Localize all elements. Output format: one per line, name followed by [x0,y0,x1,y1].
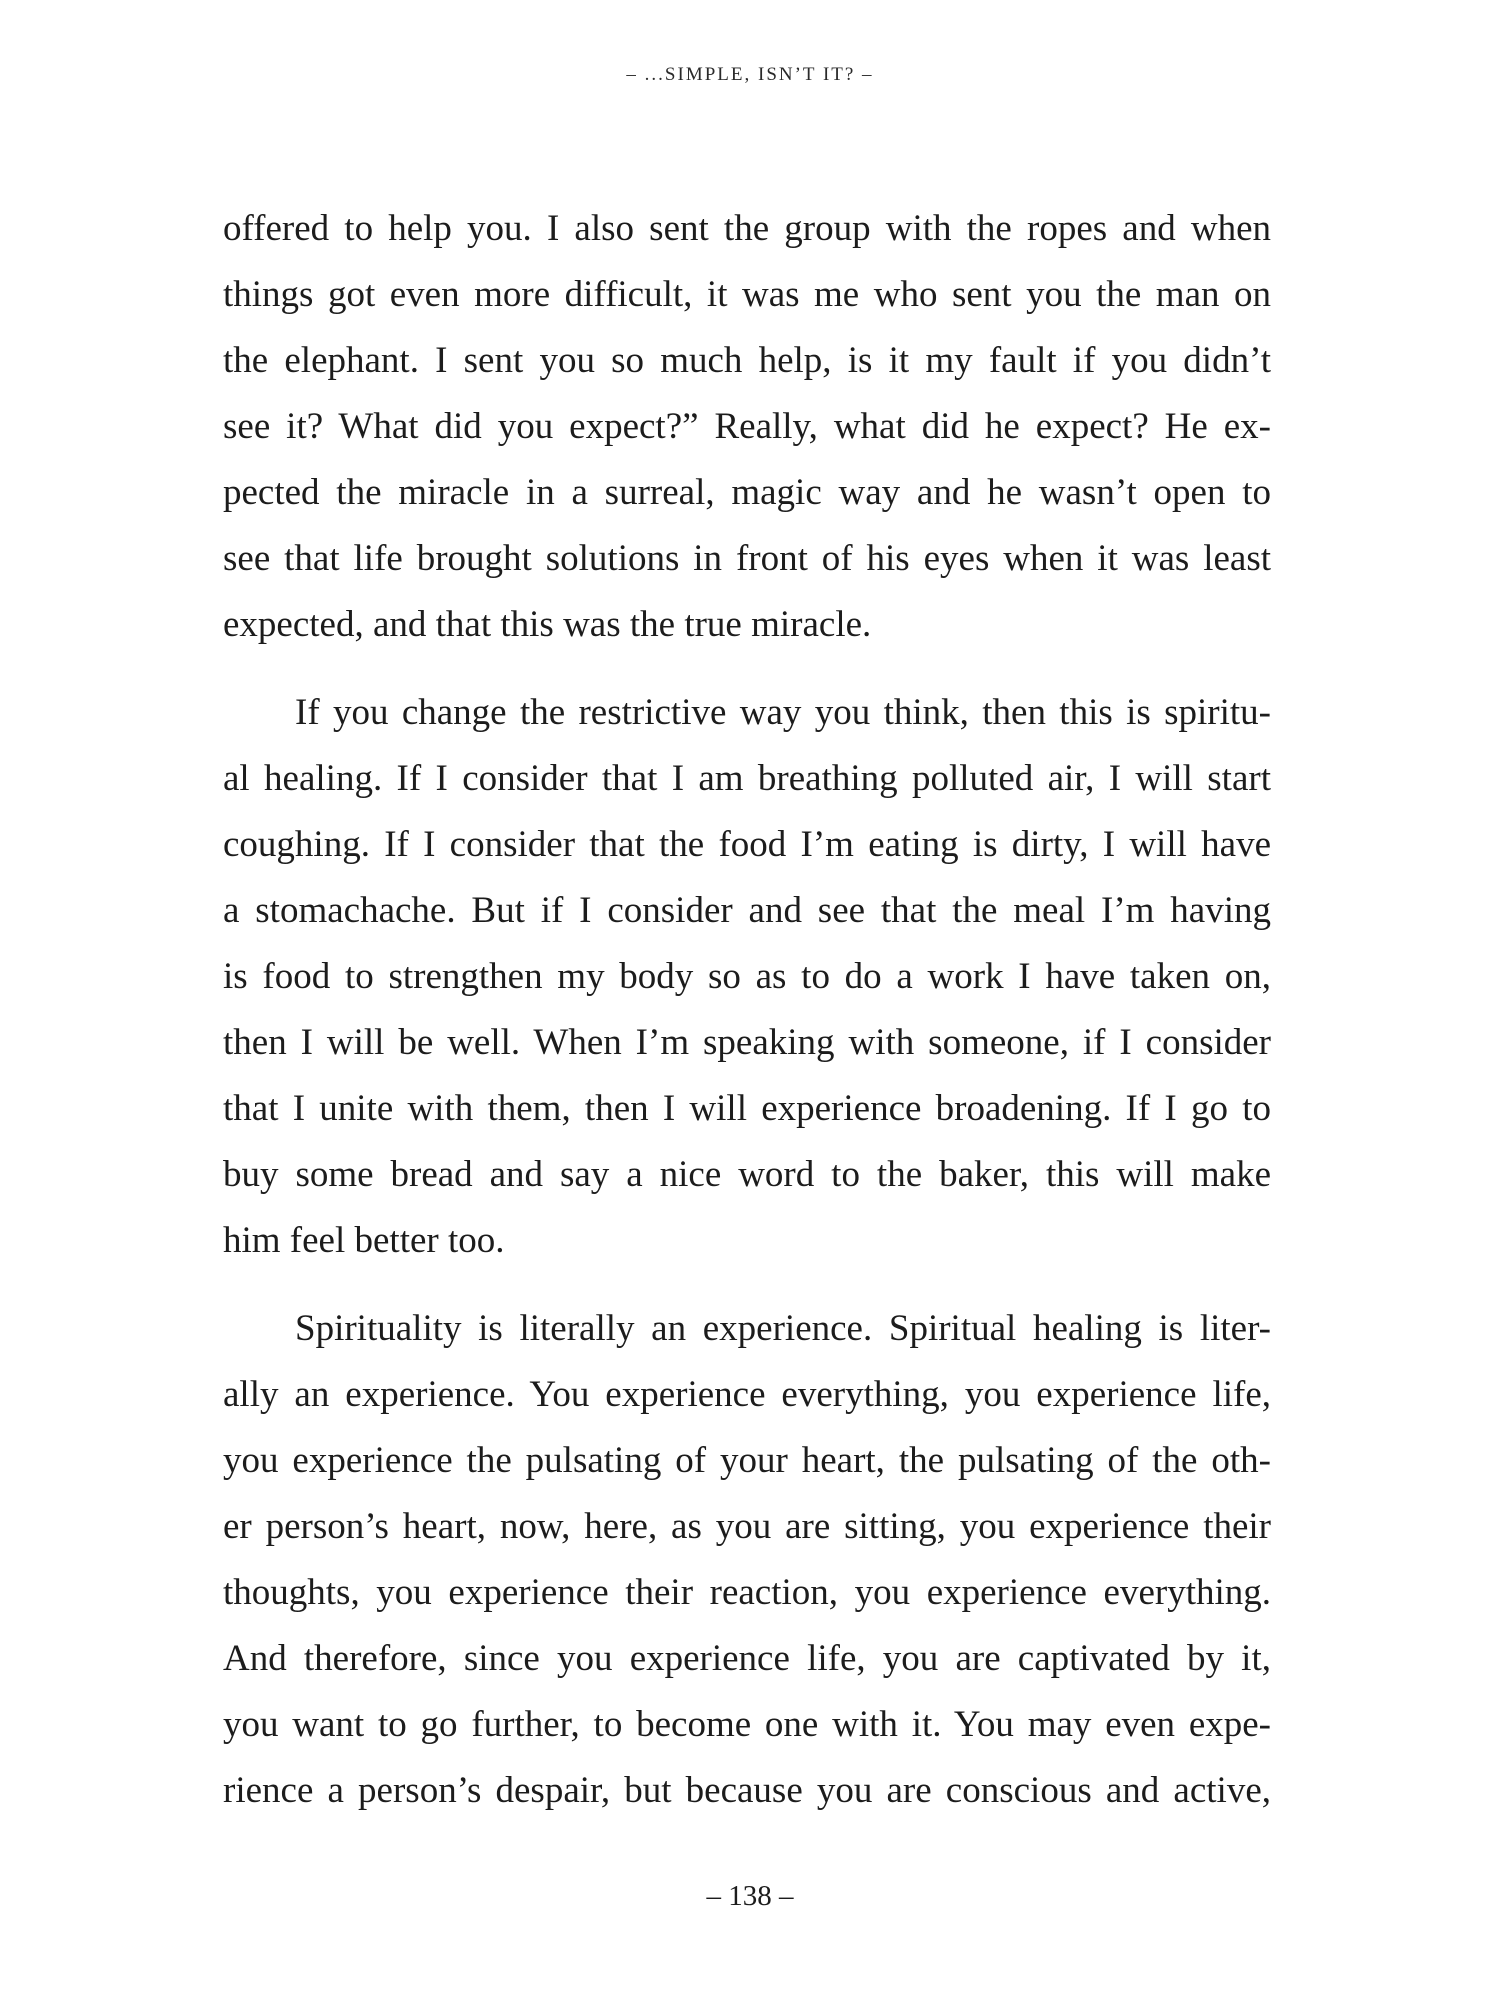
text-line: thoughts, you experience their reaction, you experience everything. [223,1572,1271,1613]
paragraph-2 [223,680,1271,1274]
paragraph-gap [223,1274,1271,1296]
running-header: – ...SIMPLE, ISN’T IT? – [626,64,874,85]
text-line: him feel better too. [223,1220,505,1261]
text-line: you want to go further, to become one with it. You may even expe- [223,1704,1271,1745]
text-line: things got even more difficult, it was me who sent you the man on [223,274,1271,315]
body-text [223,196,1271,1824]
paragraph-1 [223,196,1271,658]
text-line: er person’s heart, now, here, as you are sitting, you experience their [223,1506,1271,1547]
text-line: If you change the restrictive way you think, then this is spiritu- [295,692,1271,733]
text-line: then I will be well. When I’m speaking with someone, if I consider [223,1022,1271,1063]
text-line: see that life brought solutions in front of his eyes when it was least [223,538,1271,579]
text-line: see it? What did you expect?” Really, what did he expect? He ex- [223,406,1271,447]
text-line: buy some bread and say a nice word to the baker, this will make [223,1154,1271,1195]
paragraph-3 [223,1296,1271,1824]
text-line: pected the miracle in a surreal, magic way and he wasn’t open to [223,472,1271,513]
page-number: – 138 – [706,1880,794,1912]
text-line: expected, and that this was the true miracle. [223,604,872,645]
paragraph-gap [223,658,1271,680]
text-line: that I unite with them, then I will experience broadening. If I go to [223,1088,1271,1129]
text-line: ally an experience. You experience everything, you experience life, [223,1374,1271,1415]
text-line: is food to strengthen my body so as to do a work I have taken on, [223,956,1271,997]
text-line: Spirituality is literally an experience. Spiritual healing is liter- [295,1308,1271,1349]
text-line: you experience the pulsating of your heart, the pulsating of the oth- [223,1440,1271,1481]
text-line: And therefore, since you experience life, you are captivated by it, [223,1638,1271,1679]
text-line: a stomachache. But if I consider and see that the meal I’m having [223,890,1271,931]
text-line: offered to help you. I also sent the group with the ropes and when [223,208,1271,249]
text-line: the elephant. I sent you so much help, is it my fault if you didn’t [223,340,1271,381]
text-line: al healing. If I consider that I am breathing polluted air, I will start [223,758,1271,799]
text-line: rience a person’s despair, but because you are conscious and active, [223,1770,1271,1811]
text-line: coughing. If I consider that the food I’m eating is dirty, I will have [223,824,1271,865]
